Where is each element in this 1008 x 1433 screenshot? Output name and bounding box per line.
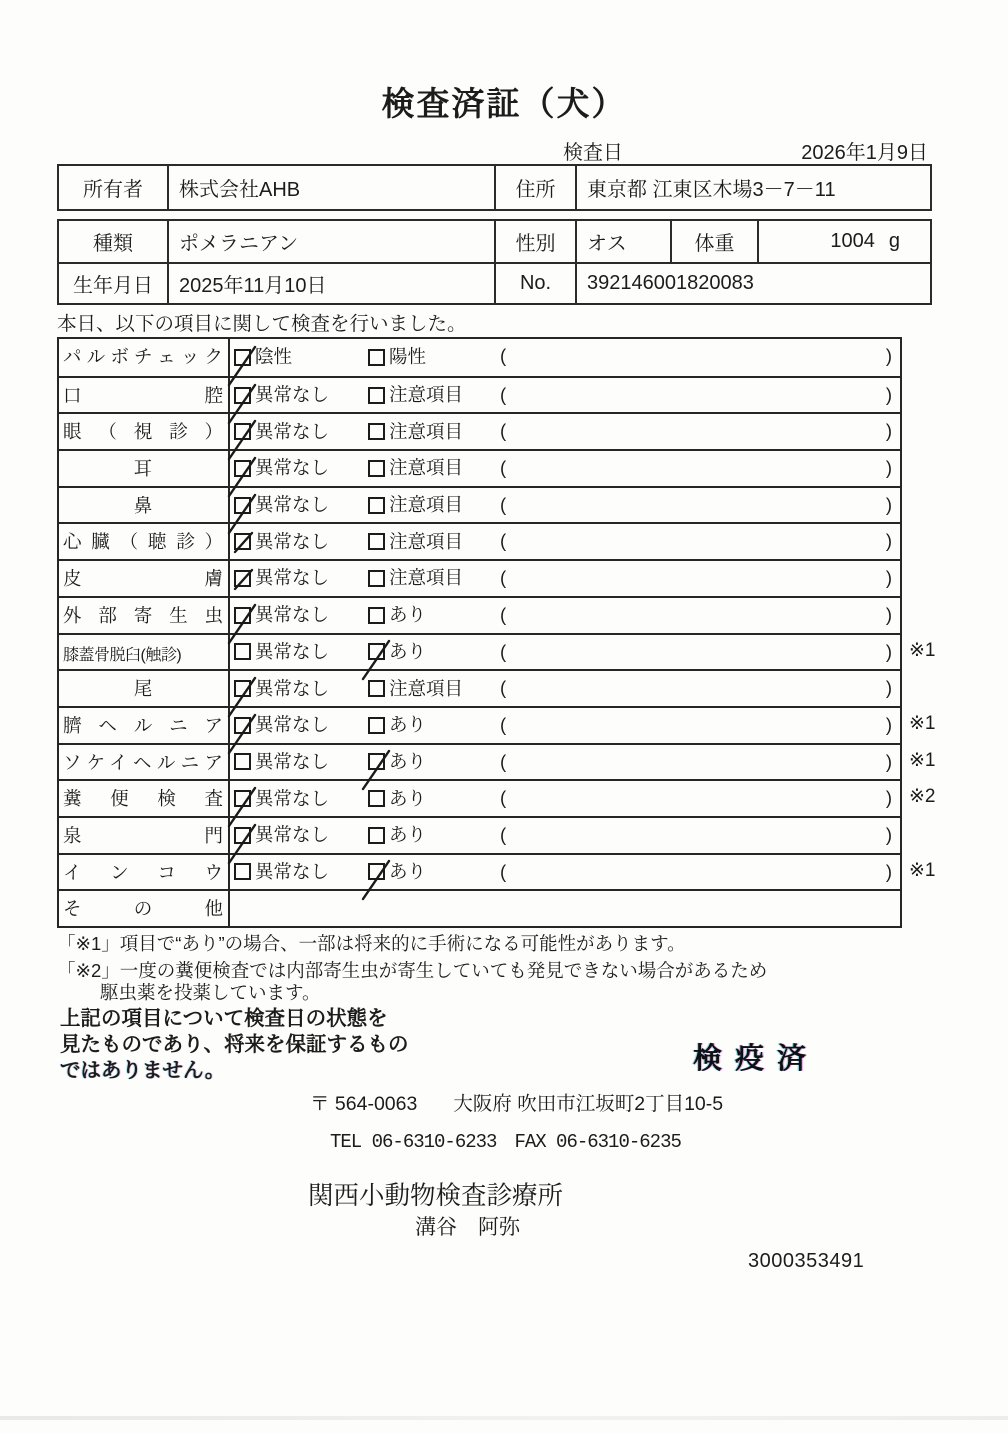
footnote-marker-patella-luxation: ※1 (909, 639, 936, 661)
weight-label: 体重 (670, 221, 757, 262)
result-paren-open: ( (500, 823, 507, 845)
exam-item-label: 心臓（聴診） (59, 524, 230, 559)
result-paren-open: ( (500, 860, 507, 882)
checkbox-icon (234, 827, 251, 844)
exam-options-cell (230, 818, 900, 853)
result-paren-close: ) (885, 823, 892, 845)
checkbox-icon (368, 607, 385, 624)
footnote-marker-inguinal-hernia: ※1 (909, 749, 936, 771)
option-label: 異常なし (255, 860, 330, 882)
exam-options-cell (230, 488, 900, 523)
checkbox-icon (234, 460, 251, 477)
check-mark (232, 530, 256, 556)
exam-row-other (59, 889, 900, 926)
animal-info-table (57, 219, 932, 305)
option-label: あり (389, 714, 427, 736)
option-label: あり (389, 750, 427, 772)
owner-table (57, 164, 932, 211)
exam-options-cell (230, 708, 900, 743)
option-label: 異常なし (255, 420, 330, 442)
breed-label: 種類 (93, 233, 133, 255)
sex-label: 性別 (494, 221, 575, 262)
option-label: 異常なし (255, 530, 330, 552)
disclaimer-line-3: ではありません。 (60, 1059, 226, 1082)
address-label: 住所 (494, 166, 575, 209)
exam-options-cell (230, 414, 900, 449)
option-label: あり (389, 860, 427, 882)
result-paren-close: ) (885, 493, 892, 515)
exam-item-label: 膝蓋骨脱臼(触診) (59, 635, 230, 670)
exam-item-label: 眼（視診） (59, 414, 230, 449)
exam-options-cell (230, 891, 900, 926)
footnote-marker-umbilical-hernia: ※1 (909, 713, 936, 734)
veterinarian-name: 溝谷 阿弥 (415, 1216, 520, 1239)
weight-value-cell (757, 221, 934, 262)
option-label: 注意項目 (389, 530, 464, 552)
checkbox-icon (234, 680, 251, 697)
option-label: 陰性 (255, 346, 293, 368)
option-label: 注意項目 (389, 677, 464, 699)
checkbox-icon (368, 790, 385, 807)
exam-date-value: 2026年1月9日 (801, 142, 928, 164)
result-paren-close: ) (885, 640, 892, 662)
checkbox-icon (368, 863, 385, 880)
exam-option-oral-cavity-1 (234, 378, 329, 413)
option-label: 異常なし (255, 824, 330, 846)
checkbox-icon (368, 349, 385, 366)
exam-options-cell (230, 339, 900, 376)
checkbox-icon (234, 349, 251, 366)
disclaimer-line-2: 見たものであり、将来を保証するもの (60, 1033, 409, 1056)
option-label: 異常なし (255, 677, 330, 699)
exam-item-label: 外部寄生虫 (59, 598, 230, 633)
clinic-postal-address (310, 1088, 723, 1116)
exam-row-eyes (59, 412, 900, 449)
exam-option-umbilical-hernia-2 (368, 708, 426, 743)
clinic-phone-line (330, 1131, 681, 1153)
check-mark (232, 567, 256, 593)
owner-value: 株式会社AHB (167, 166, 494, 209)
checkbox-icon (368, 533, 385, 550)
result-paren-close: ) (885, 750, 892, 772)
exam-option-eyes-1 (234, 414, 329, 449)
exam-table-wrapper (57, 337, 1007, 928)
exam-option-external-parasites-2 (368, 598, 426, 633)
checkbox-icon (234, 497, 251, 514)
result-paren-close: ) (885, 567, 892, 589)
option-label: あり (389, 787, 427, 809)
result-paren-close: ) (885, 787, 892, 809)
exam-option-fontanelle-1 (234, 818, 329, 853)
exam-option-inguinal-hernia-2 (368, 745, 426, 780)
result-paren-open: ( (500, 530, 507, 552)
result-paren-open: ( (500, 345, 507, 366)
exam-row-tail (59, 669, 900, 706)
exam-item-label: 臍ヘルニア (59, 708, 230, 743)
exam-options-cell (230, 561, 900, 596)
exam-item-label: 口腔 (59, 378, 230, 413)
exam-options-cell (230, 671, 900, 706)
result-paren-close: ) (885, 713, 892, 735)
result-paren-open: ( (500, 383, 507, 405)
exam-option-patella-luxation-2 (368, 635, 426, 670)
clinic-postal: 〒 564-0063 (310, 1093, 418, 1115)
exam-row-fecal-exam (59, 779, 900, 816)
footnote-marker-fecal-exam: ※2 (909, 786, 936, 808)
result-paren-close: ) (885, 860, 892, 882)
exam-item-label: インコウ (59, 855, 230, 890)
exam-row-inkou (59, 853, 900, 890)
checkbox-icon (368, 387, 385, 404)
result-paren-close: ) (885, 345, 892, 366)
checkbox-icon (234, 607, 251, 624)
exam-options-cell (230, 451, 900, 486)
footnote-1: 「※1」項目で“あり”の場合、一部は将来的に手術になる可能性があります。 (57, 933, 686, 954)
option-label: 異常なし (255, 750, 330, 772)
result-paren-open: ( (500, 567, 507, 589)
sex-value: オス (575, 221, 670, 262)
result-paren-close: ) (885, 383, 892, 405)
option-label: 注意項目 (389, 494, 464, 516)
exam-row-fontanelle (59, 816, 900, 853)
exam-options-cell (230, 378, 900, 413)
checkbox-icon (368, 753, 385, 770)
result-paren-open: ( (500, 787, 507, 809)
exam-row-heart (59, 522, 900, 559)
option-label: 陽性 (389, 346, 427, 368)
clinic-name: 関西小動物検査診療所 (308, 1182, 564, 1210)
result-paren-close: ) (885, 457, 892, 479)
exam-item-label: 皮膚 (59, 561, 230, 596)
no-value: 392146001820083 (575, 264, 934, 303)
owner-label: 所有者 (83, 179, 143, 201)
footnote-2: 「※2」一度の糞便検査では内部寄生虫が寄生していても発見できない場合があるため (57, 960, 768, 981)
exam-item-label: 糞便検査 (59, 781, 230, 816)
no-label: No. (494, 264, 575, 303)
result-paren-open: ( (500, 713, 507, 735)
scan-artifact-band (0, 1416, 1008, 1420)
option-label: あり (389, 640, 427, 662)
exam-date-label: 検査日 (563, 142, 623, 164)
exam-option-tail-2 (368, 671, 463, 706)
exam-row-oral-cavity (59, 376, 900, 413)
exam-option-tail-1 (234, 671, 329, 706)
exam-option-heart-2 (368, 524, 463, 559)
exam-row-external-parasites (59, 596, 900, 633)
checkbox-icon (368, 680, 385, 697)
birth-label: 生年月日 (73, 275, 153, 297)
option-label: 異常なし (255, 567, 330, 589)
breed-value: ポメラニアン (167, 221, 494, 262)
option-label: 異常なし (255, 457, 330, 479)
exam-table (57, 337, 902, 928)
exam-row-ears (59, 449, 900, 486)
exam-option-skin-1 (234, 561, 329, 596)
exam-option-parvo-check-2 (368, 339, 426, 376)
exam-option-skin-2 (368, 561, 463, 596)
exam-options-cell (230, 635, 900, 670)
footnote-2-continued: 駆虫薬を投薬しています。 (100, 982, 321, 1003)
option-label: 異常なし (255, 787, 330, 809)
checkbox-icon (234, 533, 251, 550)
intro-text: 本日、以下の項目に関して検査を行いました。 (57, 313, 467, 335)
address-value: 東京都 江東区木場3－7－11 (575, 166, 934, 209)
exam-row-skin (59, 559, 900, 596)
exam-option-oral-cavity-2 (368, 378, 463, 413)
serial-number: 3000353491 (748, 1250, 865, 1272)
exam-options-cell (230, 524, 900, 559)
result-paren-open: ( (500, 640, 507, 662)
result-paren-open: ( (500, 493, 507, 515)
exam-option-fecal-exam-1 (234, 781, 329, 816)
exam-row-umbilical-hernia (59, 706, 900, 743)
exam-option-ears-2 (368, 451, 463, 486)
exam-item-label: その他 (59, 891, 230, 926)
checkbox-icon (368, 460, 385, 477)
option-label: 注意項目 (389, 567, 464, 589)
checkbox-icon (234, 387, 251, 404)
exam-option-fecal-exam-2 (368, 781, 426, 816)
exam-item-label: ソケイヘルニア (59, 745, 230, 780)
checkbox-icon (234, 570, 251, 587)
result-paren-open: ( (500, 603, 507, 625)
option-label: 異常なし (255, 384, 330, 406)
result-paren-close: ) (885, 530, 892, 552)
exam-item-label: 耳 (59, 451, 230, 486)
option-label: 異常なし (255, 604, 330, 626)
result-paren-close: ) (885, 677, 892, 699)
exam-option-nose-2 (368, 488, 463, 523)
option-label: あり (389, 604, 427, 626)
exam-options-cell (230, 781, 900, 816)
checkbox-icon (234, 790, 251, 807)
option-label: 注意項目 (389, 420, 464, 442)
disclaimer-text (60, 1006, 409, 1084)
checkbox-icon (368, 717, 385, 734)
exam-option-nose-1 (234, 488, 329, 523)
option-label: 異常なし (255, 714, 330, 736)
quarantine-stamp: 検疫済 (693, 1043, 820, 1075)
exam-options-cell (230, 745, 900, 780)
clinic-tel: TEL 06-6310-6233 (330, 1131, 497, 1153)
checkbox-icon (234, 753, 251, 770)
exam-options-cell (230, 855, 900, 890)
exam-option-inkou-2 (368, 855, 426, 890)
exam-option-eyes-2 (368, 414, 463, 449)
weight-unit: g (888, 230, 900, 252)
disclaimer-line-1: 上記の項目について検査日の状態を (60, 1007, 388, 1030)
exam-option-inguinal-hernia-1 (234, 745, 329, 780)
exam-row-parvo-check (59, 339, 900, 376)
result-paren-close: ) (885, 420, 892, 442)
option-label: 注意項目 (389, 384, 464, 406)
exam-options-cell (230, 598, 900, 633)
option-label: 異常なし (255, 640, 330, 662)
exam-option-umbilical-hernia-1 (234, 708, 329, 743)
checkbox-icon (234, 863, 251, 880)
checkbox-icon (368, 643, 385, 660)
birth-value: 2025年11月10日 (167, 264, 494, 303)
checkbox-icon (368, 570, 385, 587)
result-paren-open: ( (500, 750, 507, 772)
option-label: 異常なし (255, 494, 330, 516)
exam-option-inkou-1 (234, 855, 329, 890)
exam-item-label: パルボチェック (59, 339, 230, 376)
result-paren-open: ( (500, 677, 507, 699)
checkbox-icon (368, 827, 385, 844)
exam-option-heart-1 (234, 524, 329, 559)
checkbox-icon (368, 423, 385, 440)
exam-option-parvo-check-1 (234, 339, 292, 376)
result-paren-open: ( (500, 420, 507, 442)
exam-option-patella-luxation-1 (234, 635, 329, 670)
result-paren-open: ( (500, 457, 507, 479)
checkbox-icon (234, 423, 251, 440)
checkbox-icon (368, 497, 385, 514)
exam-row-patella-luxation (59, 633, 900, 670)
weight-value: 1004 (830, 230, 875, 252)
option-label: あり (389, 824, 427, 846)
exam-item-label: 泉門 (59, 818, 230, 853)
exam-option-external-parasites-1 (234, 598, 329, 633)
exam-row-inguinal-hernia (59, 743, 900, 780)
result-paren-close: ) (885, 603, 892, 625)
exam-option-fontanelle-2 (368, 818, 426, 853)
checkbox-icon (234, 717, 251, 734)
page-title: 検査済証（犬） (381, 85, 627, 122)
clinic-address: 大阪府 吹田市江坂町2丁目10-5 (453, 1093, 724, 1115)
exam-option-ears-1 (234, 451, 329, 486)
exam-item-label: 鼻 (59, 488, 230, 523)
checkbox-icon (234, 643, 251, 660)
exam-row-nose (59, 486, 900, 523)
option-label: 注意項目 (389, 457, 464, 479)
footnote-marker-inkou: ※1 (909, 859, 936, 881)
exam-item-label: 尾 (59, 671, 230, 706)
clinic-fax: FAX 06-6310-6235 (514, 1131, 681, 1153)
